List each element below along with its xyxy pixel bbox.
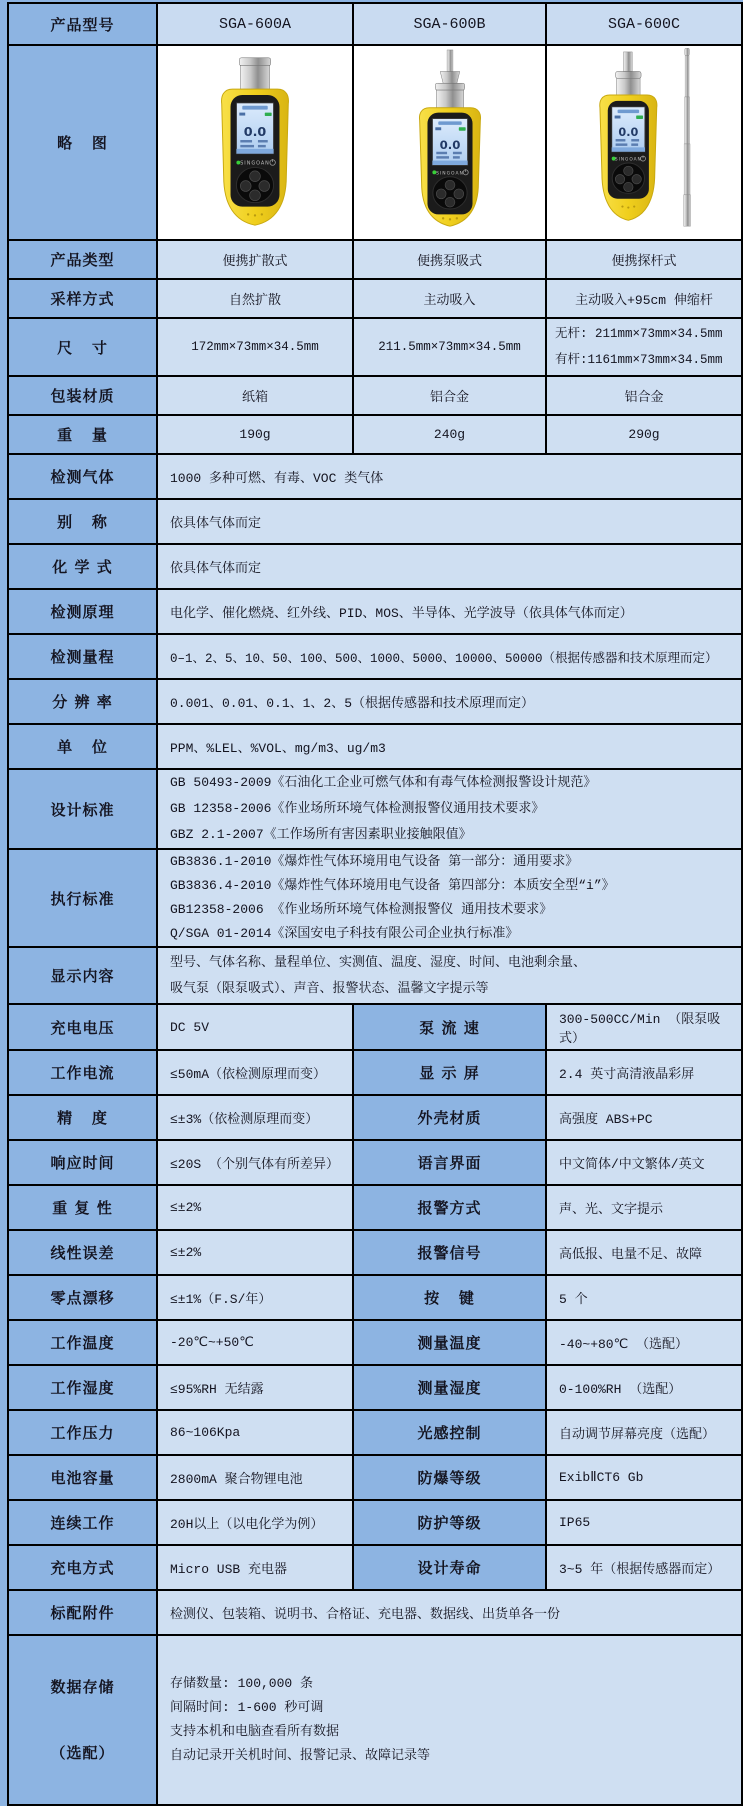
design-life-value: 3~5 年（根据传感器而定） [546, 1545, 742, 1590]
accessories-row [8, 1590, 742, 1635]
spec-pair-row [8, 1095, 742, 1140]
protection-grade-label: 防护等级 [353, 1500, 546, 1545]
measure-temp-value: -40~+80℃ （选配） [546, 1320, 742, 1365]
response-time-label: 响应时间 [8, 1140, 157, 1185]
accessories-value: 检测仪、包装箱、说明书、合格证、充电器、数据线、出货单各一份 [157, 1590, 742, 1635]
spec-pair-row [8, 1004, 742, 1050]
dimensions-c [546, 318, 742, 376]
light-control-label: 光感控制 [353, 1410, 546, 1455]
left-button [240, 180, 251, 191]
accuracy-value: ≤±3%（依检测原理而变） [157, 1095, 353, 1140]
linearity-error-value: ≤±2% [157, 1230, 353, 1275]
sensor-cap [436, 90, 463, 108]
brand-label: SINGOAN [614, 157, 642, 163]
sampling-b: 主动吸入 [353, 279, 546, 318]
display-content-line: 吸气泵（限泵吸式）、声音、报警状态、温馨文字提示等 [170, 980, 489, 996]
protection-grade-value: IP65 [546, 1500, 742, 1545]
alias-row [8, 499, 742, 544]
pump-flow-label: 泵 流 速 [353, 1004, 546, 1050]
left-button [615, 174, 624, 183]
sensor-cap [240, 65, 269, 88]
spec-pair-row [8, 1455, 742, 1500]
sampling-row [8, 279, 742, 318]
right-button [259, 180, 270, 191]
model-name-b: SGA-600B [353, 3, 546, 45]
alias-label: 别 称 [8, 499, 157, 544]
continuous-work-value: 20H以上（以电化学为例） [157, 1500, 353, 1545]
product-type-b: 便携泵吸式 [353, 240, 546, 279]
repeatability-label: 重 复 性 [8, 1185, 157, 1230]
shell-material-label: 外壳材质 [353, 1095, 546, 1140]
principle-label: 检测原理 [8, 589, 157, 634]
exec-standard-line: GB3836.1-2010《爆炸性气体环境用电气设备 第一部分：通用要求》 [170, 854, 579, 869]
response-time-value: ≤20S （个别气体有所差异） [157, 1140, 353, 1185]
charge-voltage-label: 充电电压 [8, 1004, 157, 1050]
language-value: 中文简体/中文繁体/英文 [546, 1140, 742, 1185]
resolution-label: 分 辨 率 [8, 679, 157, 724]
exec-standards-label: 执行标准 [8, 849, 157, 947]
measure-temp-label: 测量温度 [353, 1320, 546, 1365]
product-photo-cell-b [353, 45, 546, 240]
model-name-a: SGA-600A [157, 3, 353, 45]
right-button [453, 188, 463, 198]
packaging-label: 包装材质 [8, 376, 157, 415]
weight-c: 290g [546, 415, 742, 454]
spec-pair-row [8, 1275, 742, 1320]
weight-label: 重 量 [8, 415, 157, 454]
sketch-label: 略 图 [8, 45, 157, 240]
speaker-status-icon [615, 115, 621, 118]
screen-reading: 0.0 [243, 123, 267, 139]
dimensions-label: 尺 寸 [8, 318, 157, 376]
principle-row [8, 589, 742, 634]
accuracy-label: 精 度 [8, 1095, 157, 1140]
accessories-label: 标配附件 [8, 1590, 157, 1635]
product-type-a: 便携扩散式 [157, 240, 353, 279]
brand-label: SINGOAN [240, 159, 270, 166]
data-storage-line: 存储数量: 100,000 条 [170, 1676, 314, 1691]
dimensions-b: 211.5mm×73mm×34.5mm [353, 318, 546, 376]
explosion-proof-label: 防爆等级 [353, 1455, 546, 1500]
probe-collet [440, 71, 460, 83]
dimensions-row [8, 318, 742, 376]
left-button [436, 188, 446, 198]
continuous-work-label: 连续工作 [8, 1500, 157, 1545]
spec-pair-row [8, 1500, 742, 1545]
speaker-status-icon [239, 112, 245, 115]
model-name-c: SGA-600C [546, 3, 742, 45]
sketch-row [8, 45, 742, 240]
product-type-row [8, 240, 742, 279]
battery-capacity-value: 2800mA 聚合物锂电池 [157, 1455, 353, 1500]
unit-row [8, 724, 742, 769]
explosion-proof-value: ExibⅡCT6 Gb [546, 1455, 742, 1500]
zero-drift-value: ≤±1%（F.S/年） [157, 1275, 353, 1320]
spec-pair-row [8, 1410, 742, 1455]
display-content-row [8, 947, 742, 1004]
sensor-cap-rim [435, 83, 464, 90]
spec-pair-row [8, 1140, 742, 1185]
sampling-a: 自然扩散 [157, 279, 353, 318]
measure-humidity-value: 0-100%RH （选配） [546, 1365, 742, 1410]
display-content-line: 型号、气体名称、量程单位、实测值、温度、湿度、时间、电池剩余量、 [170, 954, 587, 970]
spec-pair-row [8, 1320, 742, 1365]
light-control-value: 自动调节屏幕亮度（选配） [546, 1410, 742, 1455]
resolution-value: 0.001、0.01、0.1、1、2、5（根据传感器和技术原理而定） [157, 679, 742, 724]
display-screen-label: 显 示 屏 [353, 1050, 546, 1095]
menu-button [624, 166, 633, 175]
sensor-cap-rim [616, 71, 641, 78]
battery-capacity-label: 电池容量 [8, 1455, 157, 1500]
design-standard-line: GB 50493-2009《石油化工企业可燃气体和有毒气体检测报警设计规范》 [170, 775, 597, 790]
spec-pair-row [8, 1545, 742, 1590]
weight-row [8, 415, 742, 454]
alarm-signal-value: 高低报、电量不足、故障 [546, 1230, 742, 1275]
language-label: 语言界面 [353, 1140, 546, 1185]
working-temp-label: 工作温度 [8, 1320, 157, 1365]
dimensions-c-with-rod: 有杆:1161mm×73mm×34.5mm [555, 353, 723, 367]
unit-label: 单 位 [8, 724, 157, 769]
data-storage-label-line2: （选配） [50, 1744, 115, 1762]
exec-standards-value [157, 849, 742, 947]
design-standard-line: GB 12358-2006《作业场所环境气体检测报警仪通用技术要求》 [170, 801, 545, 816]
screen-reading: 0.0 [618, 125, 639, 139]
product-model-label: 产品型号 [8, 3, 157, 45]
menu-button [250, 170, 261, 181]
design-standard-line: GBZ 2.1-2007《工作场所有害因素职业接触限值》 [170, 827, 472, 842]
resolution-row [8, 679, 742, 724]
alarm-signal-label: 报警信号 [353, 1230, 546, 1275]
dimensions-a: 172mm×73mm×34.5mm [157, 318, 353, 376]
pump-probe [447, 49, 453, 71]
spec-pair-row [8, 1230, 742, 1275]
battery-status-icon [636, 115, 643, 118]
pump-flow-value: 300-500CC/Min （限泵吸式） [546, 1004, 742, 1050]
working-temp-value: -20℃~+50℃ [157, 1320, 353, 1365]
menu-button [445, 180, 455, 190]
device-image-sga-600c [559, 48, 729, 234]
sampling-c: 主动吸入+95cm 伸缩杆 [546, 279, 742, 318]
telescopic-rod [684, 48, 691, 226]
working-humidity-label: 工作湿度 [8, 1365, 157, 1410]
spec-pair-row [8, 1185, 742, 1230]
design-life-label: 设计寿命 [353, 1545, 546, 1590]
alarm-mode-label: 报警方式 [353, 1185, 546, 1230]
data-storage-label [8, 1635, 157, 1805]
packaging-a: 纸箱 [157, 376, 353, 415]
working-pressure-label: 工作压力 [8, 1410, 157, 1455]
packaging-b: 铝合金 [353, 376, 546, 415]
keys-label: 按 键 [353, 1275, 546, 1320]
data-storage-line: 支持本机和电脑查看所有数据 [170, 1724, 340, 1739]
dimensions-c-no-rod: 无杆: 211mm×73mm×34.5mm [555, 327, 723, 341]
sampling-label: 采样方式 [8, 279, 157, 318]
range-row [8, 634, 742, 679]
product-photo-cell-c [546, 45, 742, 240]
display-content-label: 显示内容 [8, 947, 157, 1004]
working-pressure-value: 86~106Kpa [157, 1410, 353, 1455]
design-standards-label: 设计标准 [8, 769, 157, 849]
enter-button [445, 197, 455, 207]
working-current-value: ≤50mA（依检测原理而变） [157, 1050, 353, 1095]
device-image-sga-600a [180, 48, 330, 234]
repeatability-value: ≤±2% [157, 1185, 353, 1230]
data-storage-row [8, 1635, 742, 1805]
display-screen-value: 2.4 英寸高清液晶彩屏 [546, 1050, 742, 1095]
right-button [632, 174, 641, 183]
header-row [8, 3, 742, 45]
alarm-mode-value: 声、光、文字提示 [546, 1185, 742, 1230]
principle-value: 电化学、催化燃烧、红外线、PID、MOS、半导体、光学波导（依具体气体而定） [157, 589, 742, 634]
gases-row [8, 454, 742, 499]
packaging-c: 铝合金 [546, 376, 742, 415]
data-storage-line: 间隔时间: 1-600 秒可调 [170, 1700, 324, 1715]
data-storage-label-line1: 数据存储 [50, 1678, 115, 1696]
keys-value: 5 个 [546, 1275, 742, 1320]
formula-value: 依具体气体而定 [157, 544, 742, 589]
sensor-cap [617, 78, 640, 95]
alias-value: 依具体气体而定 [157, 499, 742, 544]
battery-status-icon [265, 112, 272, 115]
design-standards-value [157, 769, 742, 849]
range-value: 0–1、2、5、10、50、100、500、1000、5000、10000、50000（根据传感器和技术原理而定） [157, 634, 742, 679]
packaging-row [8, 376, 742, 415]
formula-label: 化 学 式 [8, 544, 157, 589]
display-content-value [157, 947, 742, 1004]
spec-pair-row [8, 1365, 742, 1410]
inlet-tube [623, 51, 632, 71]
spec-pair-row [8, 1050, 742, 1095]
unit-value: PPM、%LEL、%VOL、mg/m3、ug/m3 [157, 724, 742, 769]
weight-a: 190g [157, 415, 353, 454]
enter-button [624, 182, 633, 191]
battery-status-icon [458, 127, 465, 130]
weight-b: 240g [353, 415, 546, 454]
product-type-label: 产品类型 [8, 240, 157, 279]
linearity-error-label: 线性误差 [8, 1230, 157, 1275]
shell-material-value: 高强度 ABS+PC [546, 1095, 742, 1140]
charge-method-label: 充电方式 [8, 1545, 157, 1590]
spec-table [7, 2, 743, 1806]
working-current-label: 工作电流 [8, 1050, 157, 1095]
charge-voltage-value: DC 5V [157, 1004, 353, 1050]
exec-standard-line: GB12358-2006 《作业场所环境气体检测报警仪 通用技术要求》 [170, 902, 553, 917]
speaker-status-icon [435, 127, 441, 130]
product-type-c: 便携探杆式 [546, 240, 742, 279]
screen-reading: 0.0 [439, 137, 460, 152]
exec-standard-line: GB3836.4-2010《爆炸性气体环境用电气设备 第四部分：本质安全型“i”》 [170, 878, 615, 893]
measure-humidity-label: 测量湿度 [353, 1365, 546, 1410]
exec-standard-line: Q/SGA 01-2014《深国安电子科技有限公司企业执行标准》 [170, 926, 519, 941]
brand-label: SINGOAN [435, 170, 464, 176]
gases-value: 1000 多种可燃、有毒、VOC 类气体 [157, 454, 742, 499]
working-humidity-value: ≤95%RH 无结露 [157, 1365, 353, 1410]
formula-row [8, 544, 742, 589]
device-image-sga-600b [375, 48, 525, 234]
data-storage-value [157, 1635, 742, 1805]
sensor-cap-rim [239, 57, 270, 65]
exec-standards-row [8, 849, 742, 947]
charge-method-value: Micro USB 充电器 [157, 1545, 353, 1590]
enter-button [250, 189, 261, 200]
zero-drift-label: 零点漂移 [8, 1275, 157, 1320]
product-photo-cell-a [157, 45, 353, 240]
data-storage-line: 自动记录开关机时间、报警记录、故障记录等 [170, 1748, 431, 1763]
design-standards-row [8, 769, 742, 849]
gases-label: 检测气体 [8, 454, 157, 499]
range-label: 检测量程 [8, 634, 157, 679]
